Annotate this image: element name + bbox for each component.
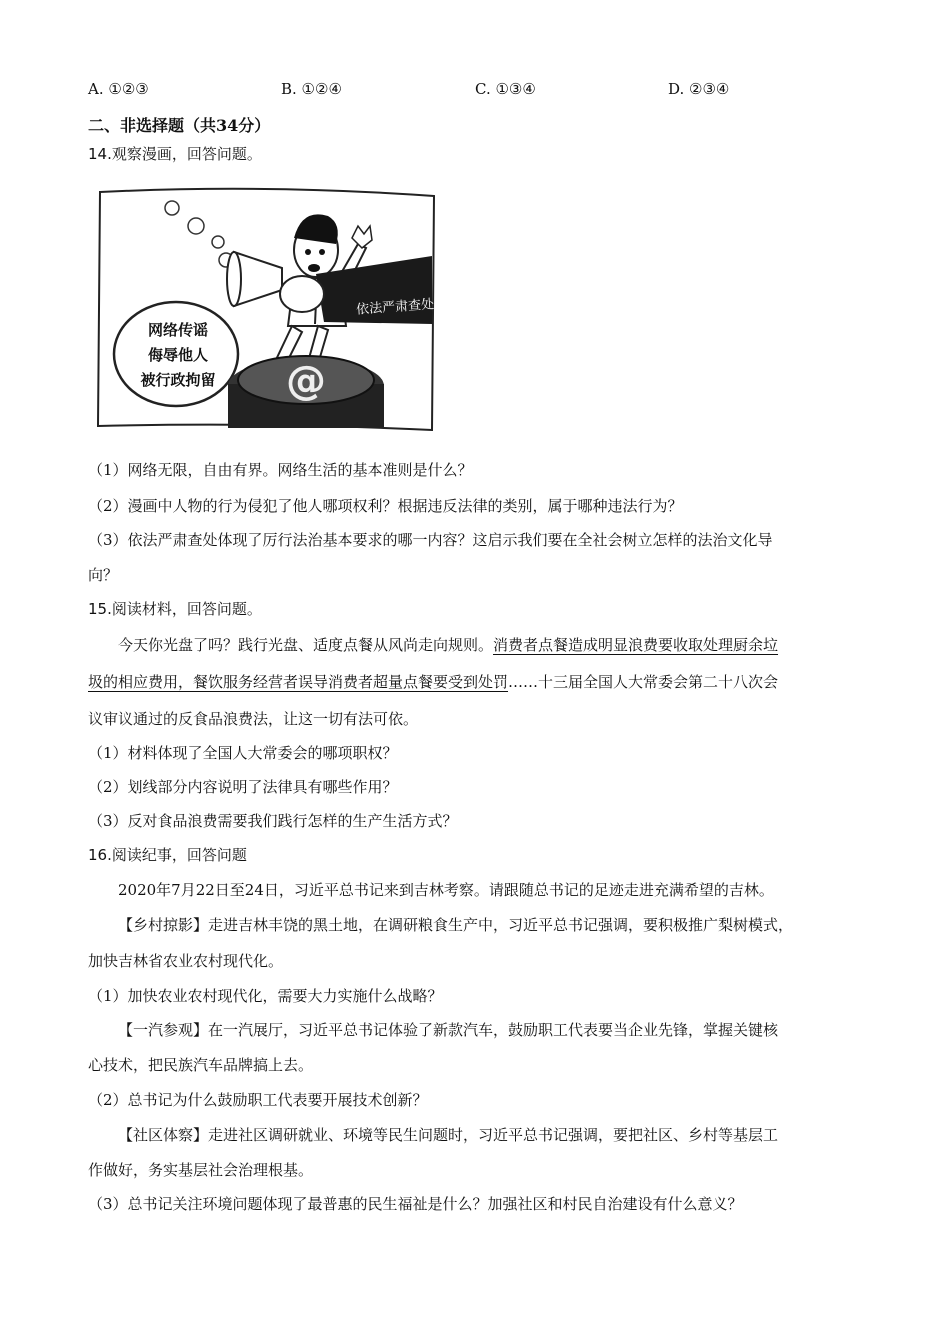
- q15-material-line2: [88, 671, 778, 692]
- question-prompt: 观察漫画，回答问题。: [111, 145, 262, 163]
- q14-sub3-line2: 向？: [88, 566, 119, 584]
- question-prompt: 阅读纪事，回答问题: [111, 846, 247, 864]
- material-text: 今天你光盘了吗？践行光盘、适度点餐从风尚走向规则。: [118, 636, 494, 654]
- q16-paragraph1-line1: 【乡村掠影】走进吉林丰饶的黑土地，在调研粮食生产中，习近平总书记强调，要积极推广梨树模式，: [118, 916, 794, 934]
- option-b: B. ①②④: [281, 80, 342, 98]
- bubble-line: 侮辱他人: [147, 346, 208, 364]
- underlined-text: 圾的相应费用，餐饮服务经营者误导消费者超量点餐要受到处罚: [88, 673, 509, 691]
- svg-text:@: @: [286, 358, 326, 404]
- question-number: 15.: [88, 600, 112, 618]
- q16-intro: 2020年7月22日至24日，习近平总书记来到吉林考察。请跟随总书记的足迹走进充满希望的吉林。: [118, 881, 774, 899]
- option-d: D. ②③④: [668, 80, 730, 98]
- q16-paragraph3-line1: 【社区体察】走进社区调研就业、环境等民生问题时，习近平总书记强调，要把社区、乡村等基层工: [118, 1126, 779, 1144]
- q14-sub2: （2）漫画中人物的行为侵犯了他人哪项权利？根据违反法律的类别，属于哪种违法行为？: [88, 497, 683, 515]
- q16-paragraph2-line2: 心技术，把民族汽车品牌搞上去。: [88, 1056, 314, 1074]
- q16-paragraph2-line1: 【一汽参观】在一汽展厅，习近平总书记体验了新款汽车，鼓励职工代表要当企业先锋，掌握关键核: [118, 1021, 779, 1039]
- q15-sub1: （1）材料体现了全国人大常委会的哪项职权？: [88, 744, 398, 762]
- question-prompt: 阅读材料，回答问题。: [111, 600, 262, 618]
- q15-sub3: （3）反对食品浪费需要我们践行怎样的生产生活方式？: [88, 812, 458, 830]
- q16-sub3: （3）总书记关注环境问题体现了最普惠的民生福祉是什么？加强社区和村民自治建设有什么意义？: [88, 1195, 743, 1213]
- q16-sub2: （2）总书记为什么鼓励职工代表要开展技术创新？: [88, 1091, 428, 1109]
- material-text: ……十三届全国人大常委会第二十八次会: [508, 673, 779, 691]
- q15-sub2: （2）划线部分内容说明了法律具有哪些作用？: [88, 778, 398, 796]
- cartoon-sleeve-text: 依法严肃查处: [355, 297, 435, 318]
- q16-paragraph3-line2: 作做好，务实基层社会治理根基。: [88, 1161, 314, 1179]
- cartoon-bubble-text: [133, 318, 223, 393]
- q16-paragraph1-line2: 加快吉林省农业农村现代化。: [88, 952, 284, 970]
- section-title: 二、非选择题（共34分）: [88, 116, 271, 135]
- option-c: C. ①③④: [475, 80, 536, 98]
- question-14: [88, 143, 262, 164]
- q15-material-line1: [118, 634, 778, 655]
- q16-sub1: （1）加快农业农村现代化，需要大力实施什么战略？: [88, 987, 443, 1005]
- question-16: [88, 844, 247, 865]
- underlined-text: 消费者点餐造成明显浪费要收取处理厨余垃: [493, 636, 779, 654]
- q15-material-line3: 议审议通过的反食品浪费法，让这一切有法可依。: [88, 710, 419, 728]
- question-number: 16.: [88, 846, 112, 864]
- bubble-line: 被行政拘留: [140, 371, 216, 389]
- q14-sub1: （1）网络无限，自由有界。网络生活的基本准则是什么？: [88, 461, 473, 479]
- option-a: A. ①②③: [88, 80, 149, 98]
- question-number: 14.: [88, 145, 112, 163]
- bubble-line: 网络传谣: [147, 321, 208, 339]
- question-15: [88, 598, 262, 619]
- q14-sub3-line1: （3）依法严肃查处体现了厉行法治基本要求的哪一内容？这启示我们要在全社会树立怎样的法治文化导: [88, 531, 773, 549]
